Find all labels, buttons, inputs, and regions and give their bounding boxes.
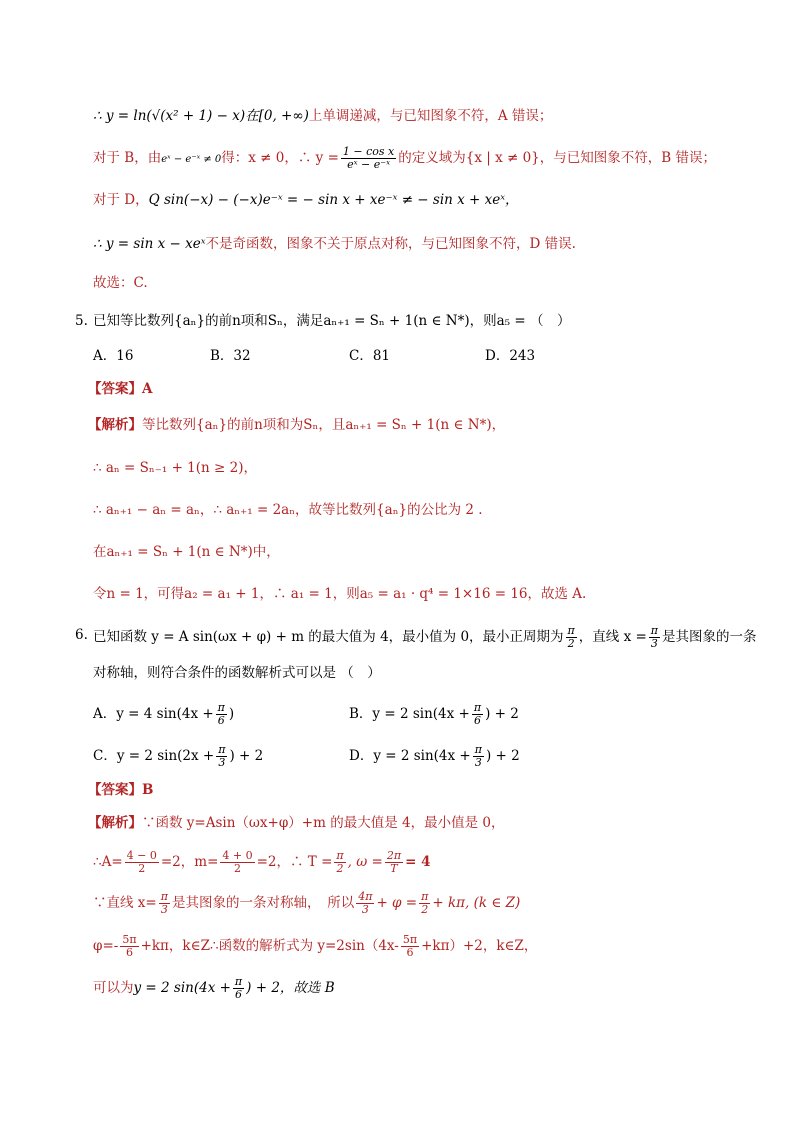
numerator: π	[234, 975, 243, 988]
option-b: B．32	[210, 348, 251, 364]
fraction	[649, 625, 660, 650]
analysis-line	[88, 415, 505, 435]
option-d: D．243	[485, 348, 536, 364]
denominator: 2	[336, 862, 344, 875]
denominator: 6	[217, 714, 225, 727]
numerator: π	[567, 624, 575, 637]
analysis-line: 令n = 1，可得a₂ = a₁ + 1，∴ a₁ = 1，则a₅ = a₁ · q⁴ = 1×16 = 16，故选 A.	[93, 586, 587, 602]
numerator: π	[474, 743, 482, 756]
analysis-text: + kπ, (k ∈ Z)	[432, 895, 521, 911]
answer-label: 【答案】B	[88, 782, 154, 798]
fraction	[401, 934, 419, 959]
denominator: 2	[421, 903, 429, 916]
solution-line	[93, 106, 552, 126]
fraction	[385, 850, 403, 875]
denominator: 3	[474, 756, 482, 769]
denominator: eˣ − e⁻ˣ	[347, 158, 390, 171]
numerator: 4π	[358, 890, 373, 903]
analysis-line	[88, 813, 504, 833]
analysis-text: 是其图象的一条对称轴， 所以	[171, 895, 355, 911]
numerator: 4 − 0	[126, 849, 157, 862]
denominator: 3	[650, 637, 658, 650]
numerator: π	[160, 890, 168, 903]
analysis-text: =2，m=	[160, 854, 219, 870]
option-d	[349, 744, 520, 769]
denominator: 3	[160, 903, 168, 916]
analysis-text: + φ =	[376, 895, 418, 911]
question-text-part: 是其图象的一条	[662, 629, 757, 645]
analysis-text: = 4	[405, 854, 431, 870]
analysis-label: 【解析】	[88, 417, 142, 433]
analysis-text: 可以为	[93, 980, 134, 996]
fraction	[220, 850, 254, 875]
question-number: 6.	[75, 627, 88, 643]
numerator: 5π	[402, 933, 418, 946]
math-expression: ∴ y = sin x − xeˣ	[93, 236, 206, 252]
math-expression: eˣ − e⁻ˣ ≠ 0	[161, 154, 222, 165]
question-number: 5.	[75, 313, 88, 329]
question-text: 已知等比数列{aₙ}的前n项和Sₙ，满足aₙ₊₁ = Sₙ + 1(n ∈ N*)，则a₅ = （ ）	[93, 313, 571, 329]
denominator: 2	[138, 862, 146, 875]
fraction	[233, 976, 244, 1001]
analysis-line	[93, 850, 431, 875]
denominator: 6	[406, 946, 414, 959]
solution-text: 对于 D，	[93, 192, 149, 208]
fraction	[159, 891, 170, 916]
question-text: 对称轴，则符合条件的函数解析式可以是 （ ）	[93, 665, 381, 681]
numerator: π	[336, 849, 344, 862]
analysis-line	[93, 976, 335, 1001]
denominator: 2	[567, 637, 575, 650]
solution-text: 的定义域为{x | x ≠ 0}	[398, 150, 540, 166]
option-text: ) + 2	[485, 748, 520, 764]
analysis-line: 在aₙ₊₁ = Sₙ + 1(n ∈ N*)中，	[93, 544, 280, 560]
analysis-text: +kπ，k∈Z∴函数的解析式为 y=2sin（4x-	[140, 938, 399, 954]
question-text	[93, 625, 757, 650]
solution-line	[93, 146, 716, 171]
question-text-part: 已知函数 y = A sin(ωx + φ) + m 的最大值为 4，最小值为 0，最小正周期为	[93, 629, 564, 645]
fraction	[120, 934, 138, 959]
solution-text: 不是奇函数，图象不关于原点对称，与已知图象不符，D 错误.	[205, 236, 576, 252]
math-expression: ) + 2，故选 B	[246, 980, 335, 996]
solution-text: 对于 B，由	[93, 150, 162, 166]
analysis-line: ∴ aₙ₊₁ − aₙ = aₙ，∴ aₙ₊₁ = 2aₙ，故等比数列{aₙ}的公比为 2 .	[93, 502, 483, 518]
math-expression: ∴ y = ln(√(x² + 1) − x)在[0, +∞)	[93, 108, 309, 124]
math-expression: Q sin(−x) − (−x)e⁻ˣ = − sin x + xe⁻ˣ ≠ − sin x + xeˣ，	[148, 192, 519, 208]
numerator: π	[217, 701, 225, 714]
option-text: B．y = 2 sin(4x +	[349, 706, 470, 722]
numerator: 2π	[386, 849, 402, 862]
numerator: π	[473, 701, 482, 714]
denominator: 6	[235, 988, 243, 1001]
fraction	[216, 702, 227, 727]
option-text: ) + 2	[485, 706, 519, 722]
numerator: π	[650, 624, 659, 637]
fraction	[125, 850, 159, 875]
numerator: 4 + 0	[222, 849, 253, 862]
answer-choice-line: 故选：C.	[93, 275, 148, 291]
fraction	[341, 146, 396, 171]
solution-text: ，与已知图象不符，B 错误；	[539, 150, 716, 166]
fraction	[216, 744, 227, 769]
math-expression: y = 2 sin(4x +	[133, 980, 231, 996]
analysis-line	[93, 891, 520, 916]
analysis-text: 等比数列{aₙ}的前n项和为Sₙ，且aₙ₊₁ = Sₙ + 1(n ∈ N*)，	[142, 417, 506, 433]
solution-line	[93, 190, 519, 210]
analysis-text: +kπ）+2，k∈Z，	[421, 938, 538, 954]
fraction	[419, 891, 430, 916]
analysis-line	[93, 934, 537, 959]
analysis-text: ∵函数 y=Asin（ωx+φ）+m 的最大值是 4，最小值是 0，	[142, 815, 505, 831]
numerator: π	[421, 890, 429, 903]
solution-text: 上单调递减，与已知图象不符，A 错误；	[308, 108, 553, 124]
analysis-label: 【解析】	[88, 815, 142, 831]
analysis-line: ∴ aₙ = Sₙ₋₁ + 1(n ≥ 2)，	[93, 460, 257, 476]
denominator: T	[390, 862, 398, 875]
option-c: C．81	[349, 348, 391, 364]
denominator: 3	[361, 903, 369, 916]
analysis-text: ∴A=	[93, 854, 123, 870]
solution-text: 得：x ≠ 0，∴ y =	[221, 150, 339, 166]
analysis-text: ∵直线 x=	[93, 895, 157, 911]
solution-line	[93, 234, 576, 254]
denominator: 3	[218, 756, 226, 769]
fraction	[356, 891, 374, 916]
fraction	[472, 702, 483, 727]
fraction	[566, 625, 577, 650]
option-text: C．y = 2 sin(2x +	[93, 748, 215, 764]
analysis-text: =2，∴ T =	[256, 854, 333, 870]
numerator: 1 − cos x	[342, 145, 395, 158]
question-text-part: ，直线 x =	[578, 629, 647, 645]
answer-label: 【答案】A	[88, 381, 153, 397]
option-text: A．y = 4 sin(4x +	[93, 706, 214, 722]
analysis-text: , ω =	[347, 854, 383, 870]
fraction	[334, 850, 345, 875]
option-text: ) + 2	[229, 748, 264, 764]
denominator: 6	[125, 946, 133, 959]
option-text: )	[228, 706, 235, 722]
denominator: 6	[473, 714, 481, 727]
numerator: π	[218, 743, 226, 756]
option-b	[349, 702, 519, 727]
option-a: A．16	[93, 348, 134, 364]
fraction	[473, 744, 484, 769]
option-c	[93, 744, 263, 769]
denominator: 2	[234, 862, 241, 875]
option-a	[93, 702, 234, 727]
analysis-text: φ=-	[93, 938, 119, 954]
numerator: 5π	[122, 933, 137, 946]
option-text: D．y = 2 sin(4x +	[349, 748, 471, 764]
